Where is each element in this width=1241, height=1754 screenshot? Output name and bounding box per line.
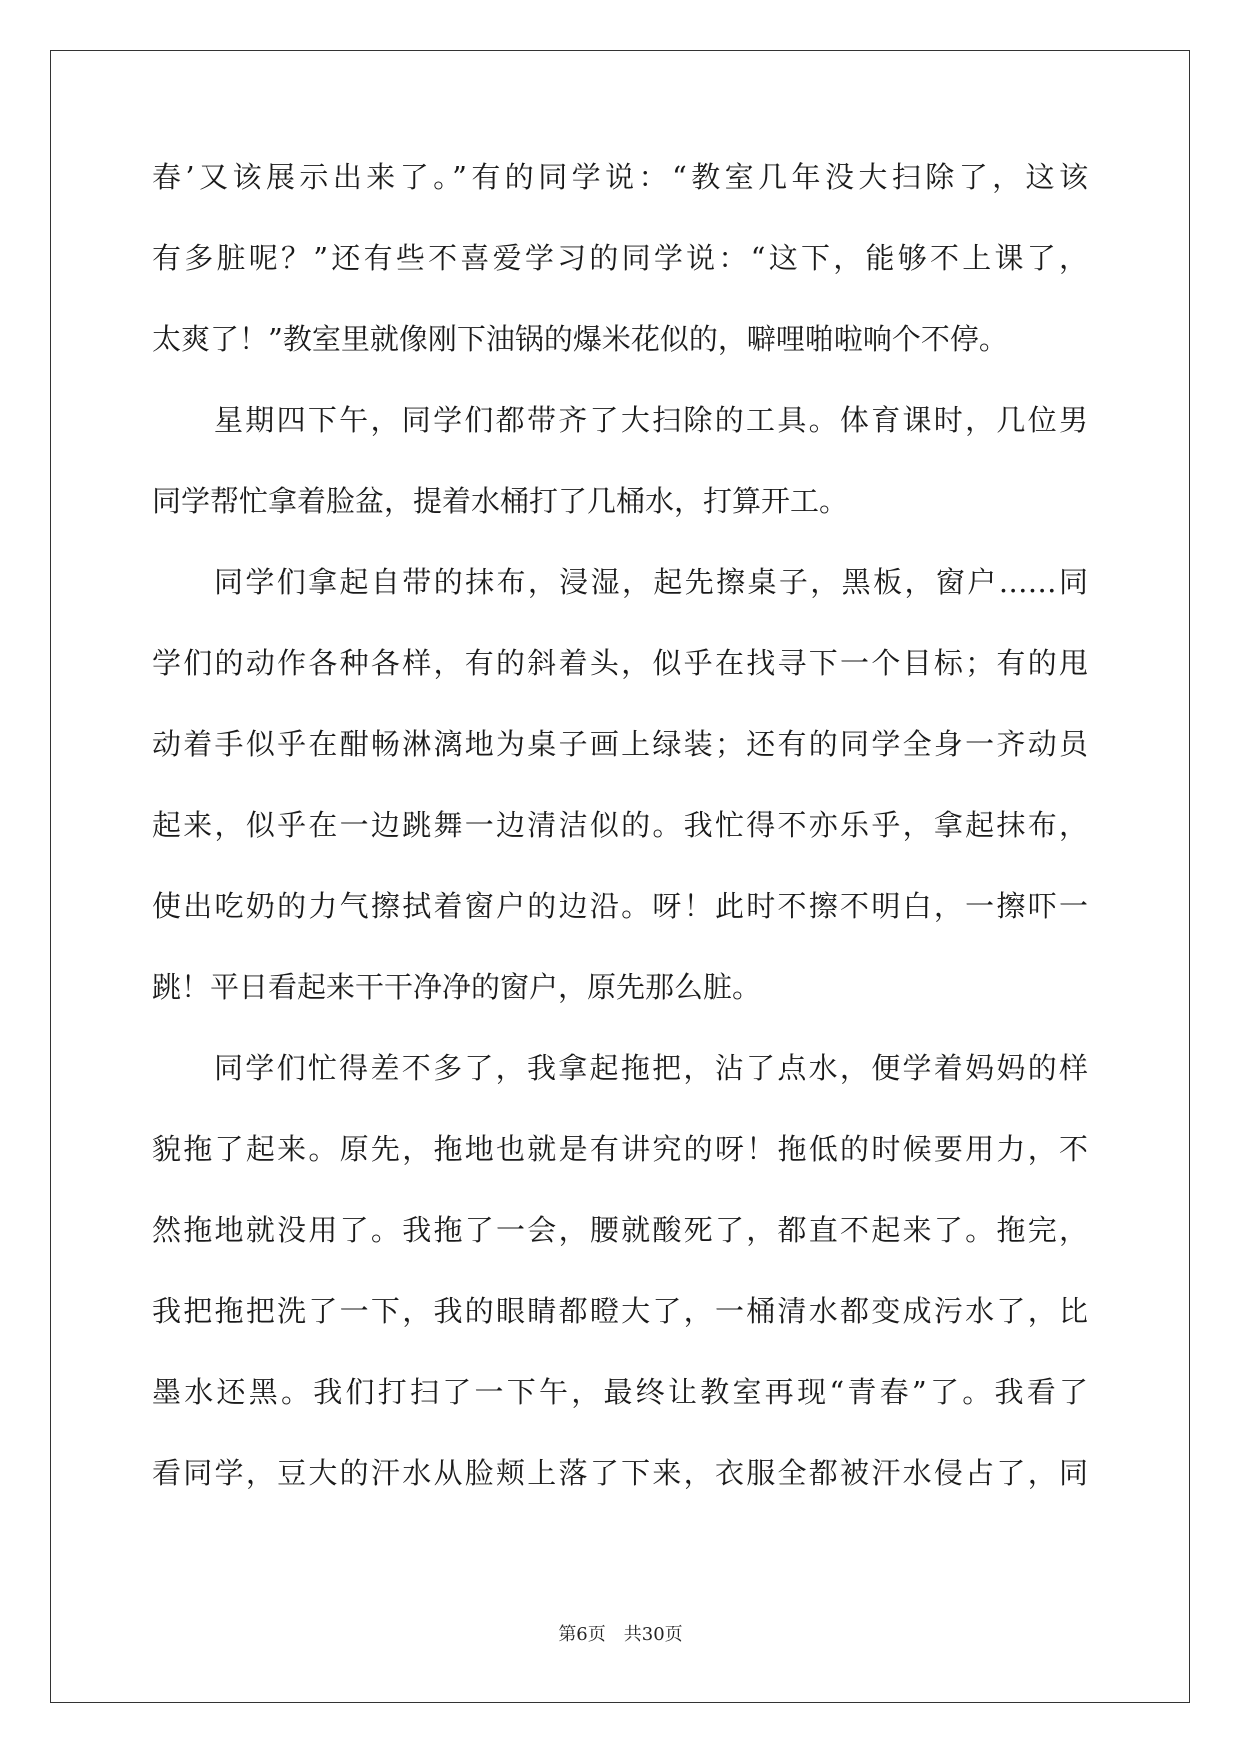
text-line: 使出吃奶的力气擦拭着窗户的边沿。呀！此时不擦不明白，一擦吓一 bbox=[152, 889, 1088, 923]
text-line: 看同学，豆大的汗水从脸颊上落了下来，衣服全都被汗水侵占了，同 bbox=[152, 1456, 1088, 1490]
text-line: 起来，似乎在一边跳舞一边清洁似的。我忙得不亦乐乎，拿起抹布， bbox=[152, 808, 1088, 842]
paragraph bbox=[152, 160, 1088, 403]
text-line: 同学们拿起自带的抹布，浸湿，起先擦桌子，黑板，窗户……同 bbox=[214, 565, 1088, 599]
text-line: 貌拖了起来。原先，拖地也就是有讲究的呀！拖低的时候要用力，不 bbox=[152, 1132, 1088, 1166]
text-line: 我把拖把洗了一下，我的眼睛都瞪大了，一桶清水都变成污水了，比 bbox=[152, 1294, 1088, 1328]
paragraph bbox=[152, 1051, 1088, 1537]
text-line: 星期四下午，同学们都带齐了大扫除的工具。体育课时，几位男 bbox=[214, 403, 1088, 437]
text-line: 太爽了！”教室里就像刚下油锅的爆米花似的，噼哩啪啦响个不停。 bbox=[152, 322, 1008, 356]
paragraph bbox=[152, 403, 1088, 565]
page-total: 共30页 bbox=[623, 1624, 683, 1645]
document-body bbox=[152, 160, 1088, 1537]
page-footer bbox=[0, 1620, 1241, 1646]
text-line: 然拖地就没用了。我拖了一会，腰就酸死了，都直不起来了。拖完， bbox=[152, 1213, 1088, 1247]
text-line: 跳！平日看起来干干净净的窗户，原先那么脏。 bbox=[152, 970, 762, 1004]
text-line: 同学们忙得差不多了，我拿起拖把，沾了点水，便学着妈妈的样 bbox=[214, 1051, 1088, 1085]
text-line: 动着手似乎在酣畅淋漓地为桌子画上绿装；还有的同学全身一齐动员 bbox=[152, 727, 1088, 761]
text-line: 有多脏呢？”还有些不喜爱学习的同学说：“这下，能够不上课了， bbox=[152, 241, 1088, 275]
text-line: 春’又该展示出来了。”有的同学说：“教室几年没大扫除了，这该 bbox=[152, 160, 1088, 194]
page-number: 第6页 bbox=[558, 1624, 606, 1645]
text-line: 同学帮忙拿着脸盆，提着水桶打了几桶水，打算开工。 bbox=[152, 484, 849, 518]
text-line: 学们的动作各种各样，有的斜着头，似乎在找寻下一个目标；有的甩 bbox=[152, 646, 1088, 680]
text-line: 墨水还黑。我们打扫了一下午，最终让教室再现“青春”了。我看了 bbox=[152, 1375, 1088, 1409]
paragraph bbox=[152, 565, 1088, 1051]
